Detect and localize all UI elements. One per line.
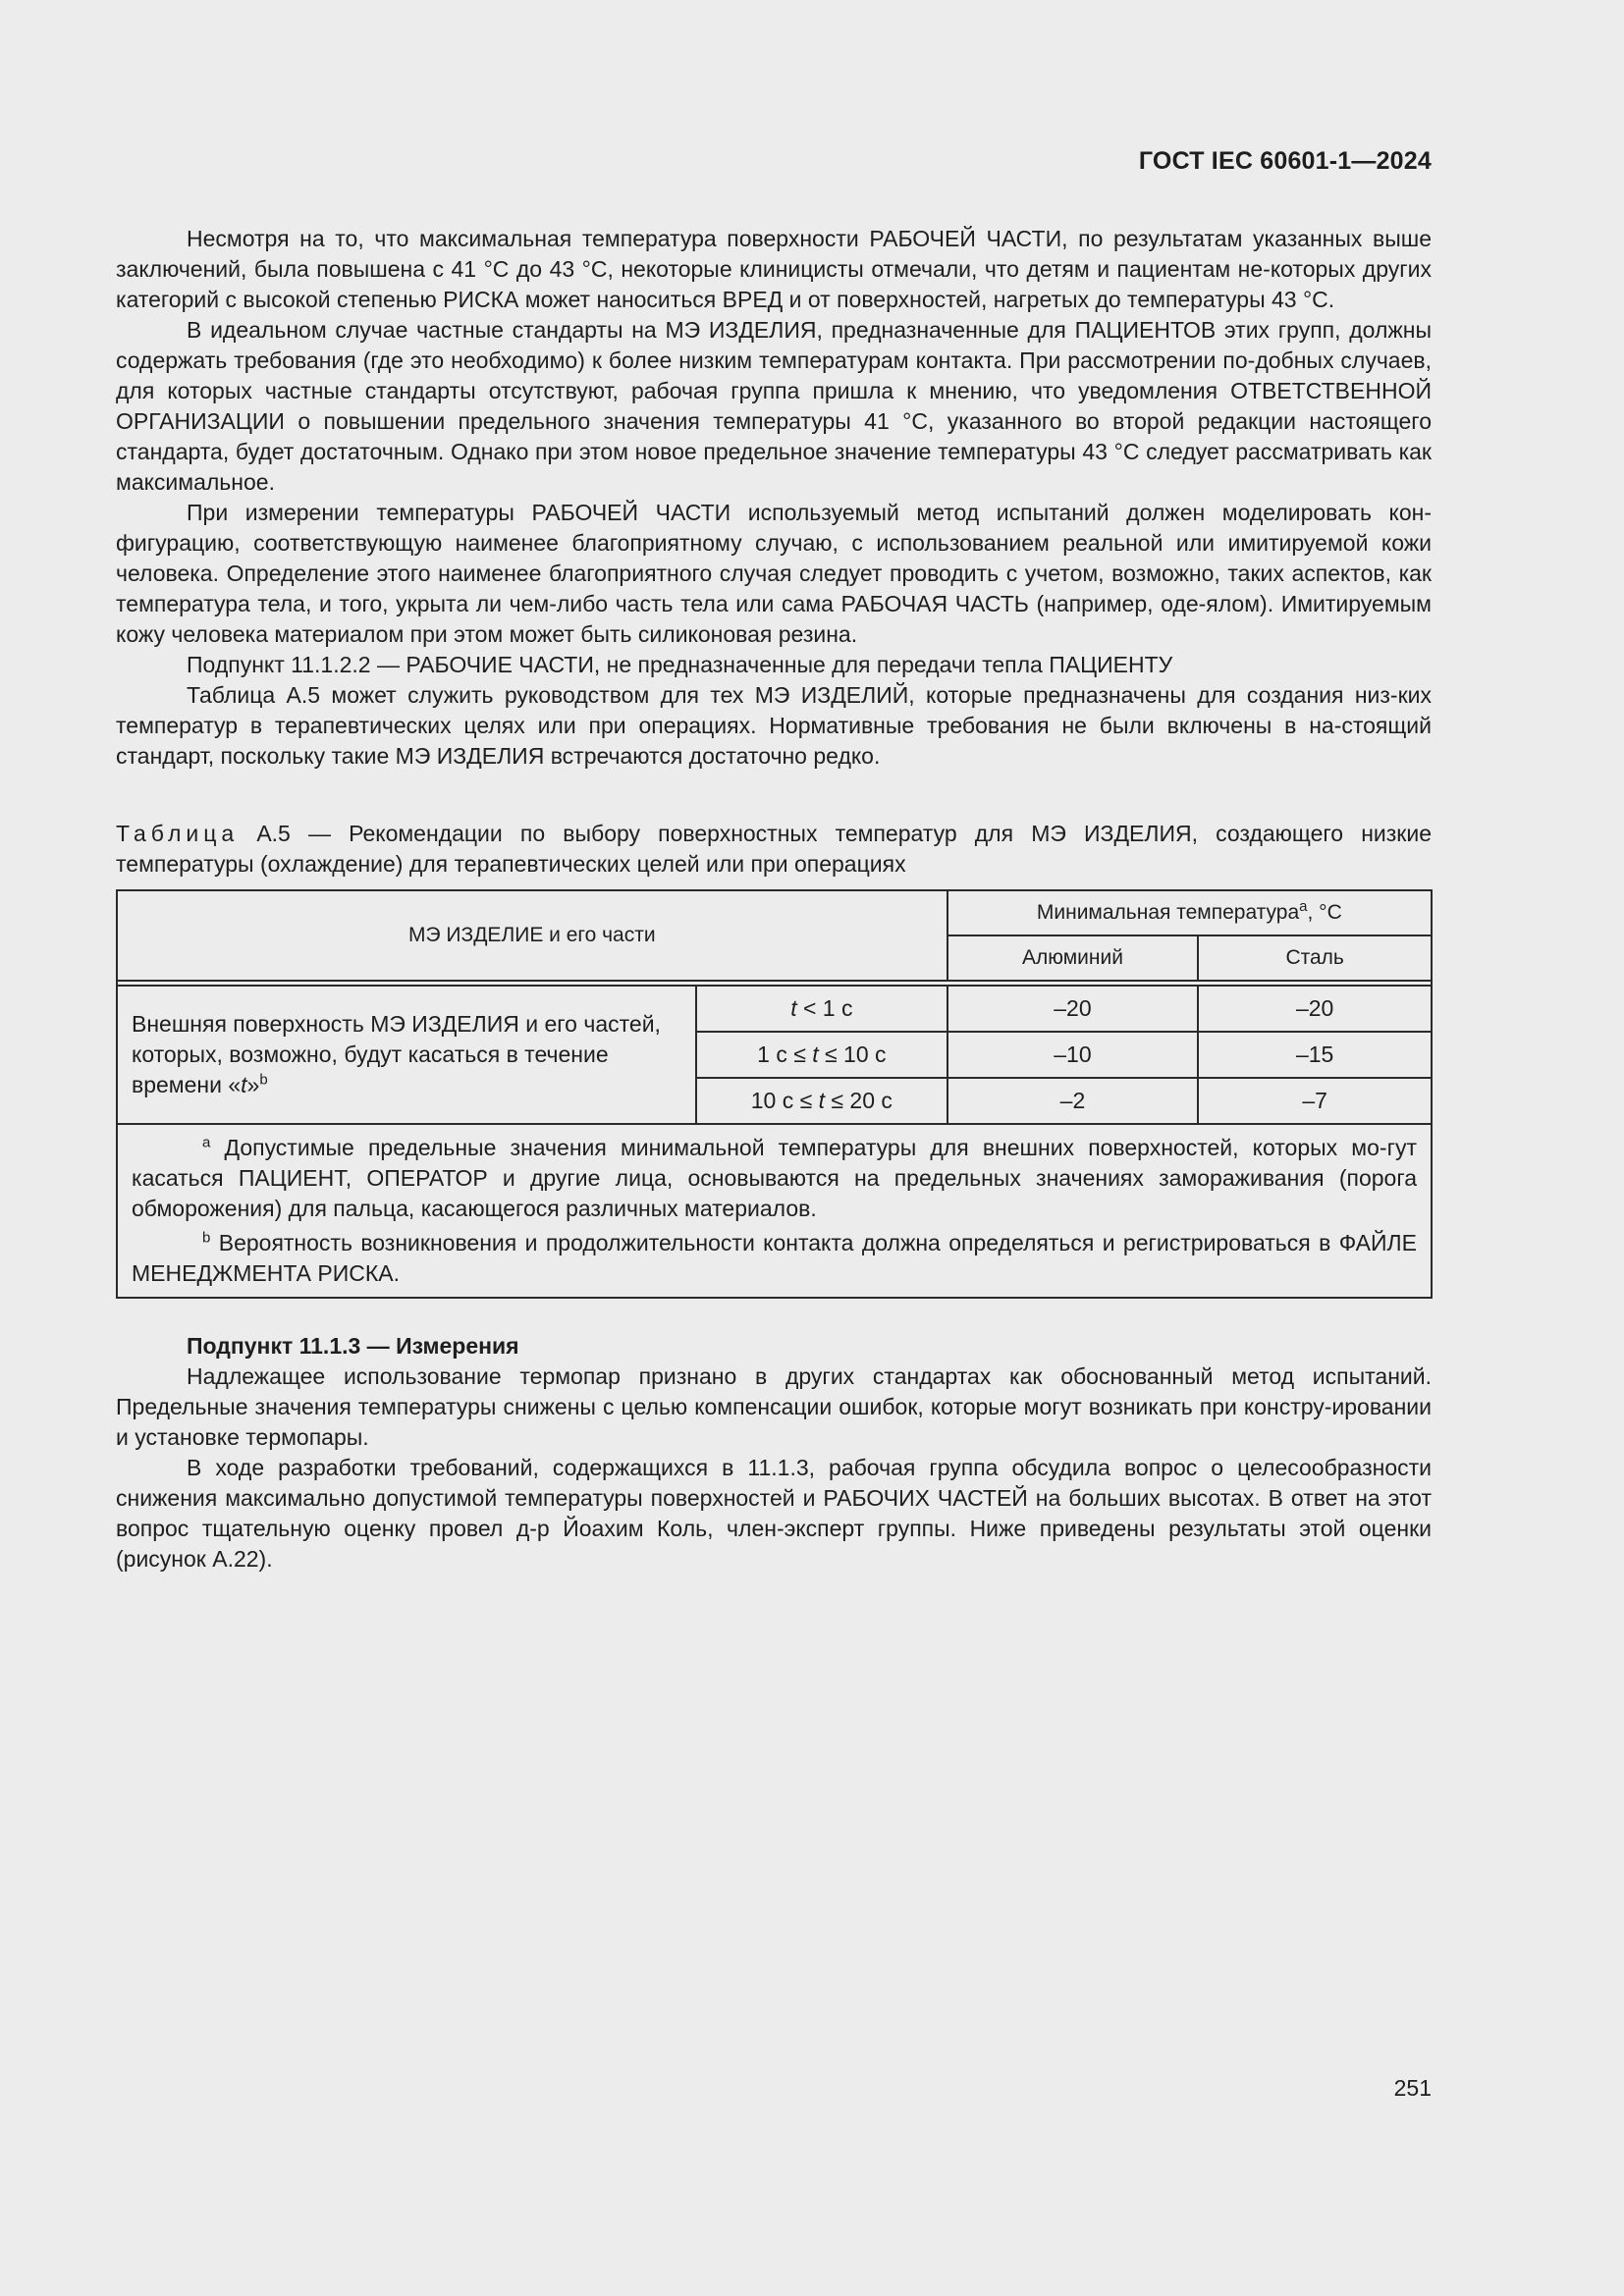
table-caption xyxy=(116,819,1432,880)
time-range-cell: t < 1 с xyxy=(696,986,947,1032)
steel-value: –15 xyxy=(1198,1032,1432,1078)
paragraph: В идеальном случае частные стандарты на МЭ ИЗДЕЛИЯ, предназначенные для ПАЦИЕНТОВ этих групп, должны содержать требования (где это необходимо) к более низким температурам контакта. При рассмотрении по-добных случаев, для которых частные стандарты отсутствуют, рабочая группа пришла к мнению, что уведомления ОТВЕТСТВЕННОЙ ОРГАНИЗАЦИИ о повышении предельного значения температуры 41 °С, указанного во второй редакции настоящего стандарта, будет достаточным. Однако при этом новое предельное значение температуры 43 °С следует рассматривать как максимальное. xyxy=(116,317,1432,495)
paragraph: При измерении температуры РАБОЧЕЙ ЧАСТИ используемый метод испытаний должен моделировать кон-фигурацию, соответствующую наименее благоприятному случаю, с использованием реальной или имитируемой кожи человека. Определение этого наименее благоприятного случая следует проводить с учетом, возможно, таких аспектов, как температура тела, и того, укрыта ли чем-либо часть тела или сама РАБОЧАЯ ЧАСТЬ (например, оде-ялом). Имитируемым кожу человека материалом при этом может быть силиконовая резина. xyxy=(116,500,1432,647)
footnote-b: $^b$ Вероятность возникновения и продолжительности контакта должна определяться и регистрироваться в ФАЙЛЕ МЕНЕДЖМЕНТА РИСКА. xyxy=(132,1229,1417,1286)
table-notes xyxy=(117,1124,1432,1298)
row-header-surface xyxy=(117,986,696,1124)
paragraph: Подпункт 11.1.2.2 — РАБОЧИЕ ЧАСТИ, не предназначенные для передачи тепла ПАЦИЕНТУ xyxy=(187,652,1173,677)
paragraph: Несмотря на то, что максимальная температура поверхности РАБОЧЕЙ ЧАСТИ, по результатам указанных выше заключений, была повышена с 41 °С до 43 °С, некоторые клиницисты отмечали, что детям и пациентам не-которых других категорий с высокой степенью РИСКА может наноситься ВРЕД и от поверхностей, нагретых до температуры 43 °С. xyxy=(116,226,1432,312)
time-range-cell: 1 с ≤ t ≤ 10 с xyxy=(696,1032,947,1078)
footnote-a: $^a$ Допустимые предельные значения минимальной температуры для внешних поверхностей, которых мо-гут касаться ПАЦИЕНТ, ОПЕРАТОР и другие лица, основываются на предельных значениях замораживания (порога обморожения) для пальца, касающегося различных материалов. xyxy=(132,1134,1417,1221)
aluminium-value: –20 xyxy=(947,986,1199,1032)
temperature-table xyxy=(116,889,1433,1299)
time-variable: t xyxy=(241,1072,247,1097)
column-header-steel: Сталь xyxy=(1198,935,1432,981)
column-header-min-temp xyxy=(947,890,1432,935)
row-label: Внешняя поверхность МЭ ИЗДЕЛИЯ и его частей, которых, возможно, будут касаться в течение времени « xyxy=(132,1011,661,1097)
paragraph: В ходе разработки требований, содержащихся в 11.1.3, рабочая группа обсудила вопрос о целесообразности снижения максимально допустимой температуры поверхностей и РАБОЧИХ ЧАСТЕЙ на больших высотах. В ответ на этот вопрос тщательную оценку провел д-р Йоахим Коль, член-эксперт группы. Ниже приведены результаты этой оценки (рисунок А.22). xyxy=(116,1455,1432,1572)
footnote-mark: a xyxy=(1299,898,1308,915)
min-temp-label: Минимальная температура xyxy=(1036,901,1300,924)
column-header-device: МЭ ИЗДЕЛИЕ и его части xyxy=(117,890,947,981)
time-range-cell: 10 с ≤ t ≤ 20 с xyxy=(696,1078,947,1124)
table-caption-text: А.5 — Рекомендации по выбору поверхностных температур для МЭ ИЗДЕЛИЯ, создающего низкие температуры (охлаждение) для терапевтических целей или при операциях xyxy=(116,821,1432,877)
subheading: Подпункт 11.1.3 — Измерения xyxy=(187,1333,519,1359)
aluminium-value: –10 xyxy=(947,1032,1199,1078)
footnote-mark: b xyxy=(259,1071,268,1089)
row-label-end: » xyxy=(246,1072,260,1097)
paragraph: Надлежащее использование термопар признано в других стандартах как обоснованный метод испытаний. Предельные значения температуры снижены с целью компенсации ошибок, которые могут возникать при констру-ировании и установке термопары. xyxy=(116,1363,1432,1450)
steel-value: –7 xyxy=(1198,1078,1432,1124)
document-header: ГОСТ IEC 60601-1—2024 xyxy=(1138,147,1432,175)
table-row xyxy=(117,986,1432,1032)
table-caption-label: Таблица xyxy=(116,821,240,846)
column-header-aluminium: Алюминий xyxy=(947,935,1199,981)
min-temp-unit: , °С xyxy=(1307,901,1342,924)
page-number: 251 xyxy=(1393,2075,1432,2101)
lower-text xyxy=(116,1331,1432,1575)
body-text xyxy=(116,224,1432,772)
steel-value: –20 xyxy=(1198,986,1432,1032)
paragraph: Таблица А.5 может служить руководством для тех МЭ ИЗДЕЛИЙ, которые предназначены для создания низ-ких температур в терапевтических целях или при операциях. Нормативные требования не были включены в на-стоящий стандарт, поскольку такие МЭ ИЗДЕЛИЯ встречаются достаточно редко. xyxy=(116,682,1432,769)
aluminium-value: –2 xyxy=(947,1078,1199,1124)
